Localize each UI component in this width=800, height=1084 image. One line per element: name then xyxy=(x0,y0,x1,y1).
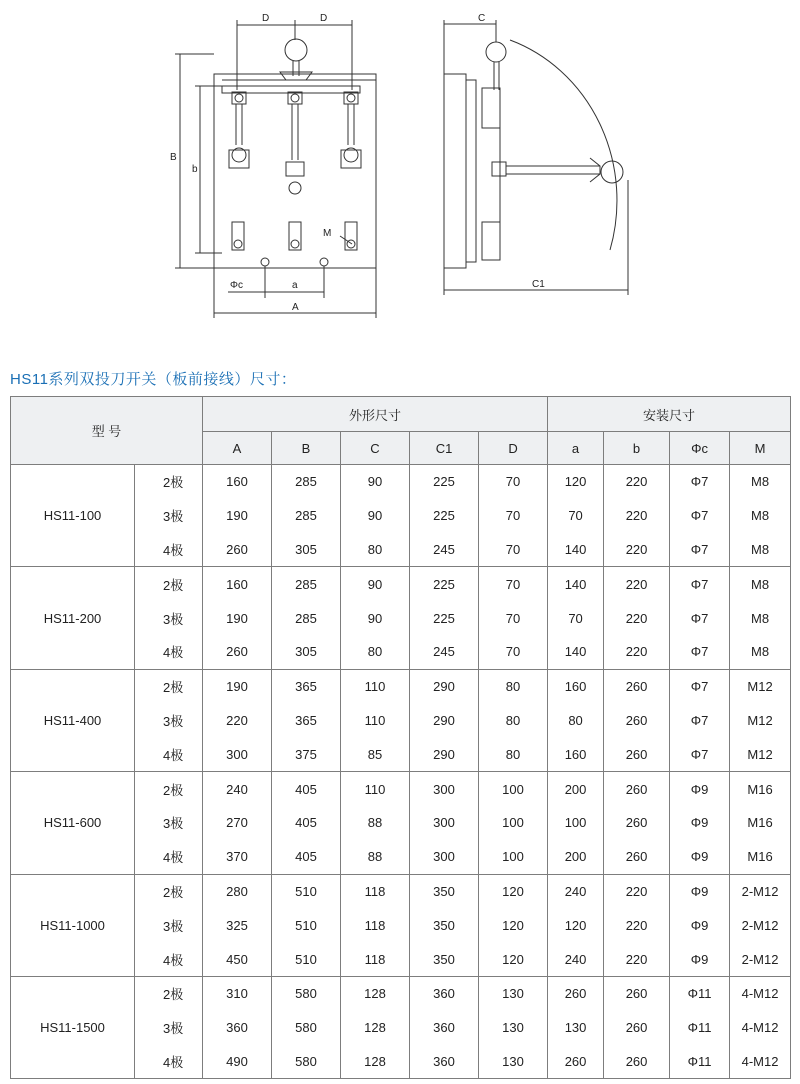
table-cell: 350 xyxy=(410,908,479,942)
table-cell: 160 xyxy=(203,465,272,499)
table-cell: 300 xyxy=(203,737,272,771)
table-cell: 360 xyxy=(410,1011,479,1045)
pole-count: 2极 xyxy=(135,772,203,806)
table-cell: 225 xyxy=(410,465,479,499)
dimension-table xyxy=(10,396,791,1079)
table-cell: 2-M12 xyxy=(730,874,791,908)
table-cell: Φ7 xyxy=(670,533,730,567)
table-cell: 290 xyxy=(410,737,479,771)
table-cell: Φ11 xyxy=(670,976,730,1010)
table-cell: Φ7 xyxy=(670,737,730,771)
table-cell: 160 xyxy=(203,567,272,601)
table-cell: Φ7 xyxy=(670,704,730,738)
table-cell: 70 xyxy=(548,499,604,533)
table-cell: 220 xyxy=(604,465,670,499)
table-cell: 580 xyxy=(272,976,341,1010)
table-cell: 220 xyxy=(604,635,670,669)
table-cell: Φ7 xyxy=(670,669,730,703)
table-cell: 260 xyxy=(604,806,670,840)
table-cell: 240 xyxy=(548,942,604,976)
table-cell: 200 xyxy=(548,772,604,806)
col-header: a xyxy=(548,432,604,465)
base-plate-side xyxy=(444,74,466,268)
table-cell: 260 xyxy=(548,976,604,1010)
table-cell: 260 xyxy=(604,669,670,703)
table-cell: M12 xyxy=(730,669,791,703)
dim-label-C: C xyxy=(478,13,486,24)
dim-label-D1: D xyxy=(262,13,270,24)
table-cell: 285 xyxy=(272,499,341,533)
table-cell: 118 xyxy=(341,874,410,908)
table-cell: 580 xyxy=(272,1011,341,1045)
table-cell: 118 xyxy=(341,942,410,976)
table-cell: 130 xyxy=(548,1011,604,1045)
table-cell: 580 xyxy=(272,1045,341,1079)
model-name: HS11-1000 xyxy=(11,874,135,976)
pole-count: 2极 xyxy=(135,567,203,601)
table-cell: 360 xyxy=(410,1045,479,1079)
header-install-dimensions: 安装尺寸 xyxy=(548,397,791,432)
table-cell: 80 xyxy=(341,533,410,567)
col-header: A xyxy=(203,432,272,465)
table-cell: 85 xyxy=(341,737,410,771)
pole-count: 4极 xyxy=(135,1045,203,1079)
table-cell: 375 xyxy=(272,737,341,771)
table-cell: 260 xyxy=(604,976,670,1010)
table-cell: 285 xyxy=(272,567,341,601)
table-cell: 190 xyxy=(203,499,272,533)
table-cell: 70 xyxy=(479,635,548,669)
table-cell: 2-M12 xyxy=(730,942,791,976)
table-cell: M8 xyxy=(730,635,791,669)
table-row xyxy=(11,669,791,703)
table-cell: 405 xyxy=(272,806,341,840)
dim-label-B: B xyxy=(170,152,177,163)
table-cell: 190 xyxy=(203,601,272,635)
table-cell: 120 xyxy=(479,908,548,942)
pole-count: 4极 xyxy=(135,840,203,874)
table-cell: 120 xyxy=(479,874,548,908)
table-cell: 360 xyxy=(203,1011,272,1045)
table-cell: 220 xyxy=(604,499,670,533)
table-cell: 305 xyxy=(272,533,341,567)
col-header: C xyxy=(341,432,410,465)
dim-label-b: b xyxy=(192,164,198,175)
table-cell: Φ7 xyxy=(670,601,730,635)
table-cell: 220 xyxy=(604,908,670,942)
handle-ball xyxy=(285,39,307,61)
table-cell: 220 xyxy=(604,567,670,601)
table-cell: 128 xyxy=(341,1011,410,1045)
table-cell: 90 xyxy=(341,601,410,635)
table-cell: 70 xyxy=(548,601,604,635)
table-cell: 100 xyxy=(479,806,548,840)
table-cell: 260 xyxy=(203,635,272,669)
col-header: C1 xyxy=(410,432,479,465)
table-cell: 140 xyxy=(548,567,604,601)
pole-count: 4极 xyxy=(135,737,203,771)
pole-count: 2极 xyxy=(135,669,203,703)
table-cell: 88 xyxy=(341,806,410,840)
mounting-hole xyxy=(320,258,328,266)
table-row xyxy=(11,976,791,1010)
table-cell: 220 xyxy=(604,601,670,635)
table-cell: 120 xyxy=(479,942,548,976)
table-cell: 220 xyxy=(604,874,670,908)
table-cell: Φ11 xyxy=(670,1045,730,1079)
dim-label-phi-c: Φc xyxy=(230,280,243,291)
pole-count: 4极 xyxy=(135,942,203,976)
col-header: Φc xyxy=(670,432,730,465)
table-cell: 100 xyxy=(548,806,604,840)
pole-count: 3极 xyxy=(135,499,203,533)
table-cell: 70 xyxy=(479,499,548,533)
table-cell: 118 xyxy=(341,908,410,942)
table-cell: Φ7 xyxy=(670,465,730,499)
table-cell: M8 xyxy=(730,567,791,601)
pole-count: 2极 xyxy=(135,874,203,908)
table-row xyxy=(11,465,791,499)
table-cell: 88 xyxy=(341,840,410,874)
table-cell: 305 xyxy=(272,635,341,669)
header-model: 型 号 xyxy=(11,397,203,465)
model-name: HS11-600 xyxy=(11,772,135,874)
pole-3 xyxy=(341,92,361,250)
table-cell: 70 xyxy=(479,465,548,499)
table-cell: 290 xyxy=(410,669,479,703)
swing-arc xyxy=(510,40,617,250)
table-cell: 220 xyxy=(604,942,670,976)
table-cell: M8 xyxy=(730,499,791,533)
table-cell: 90 xyxy=(341,499,410,533)
table-cell: 245 xyxy=(410,533,479,567)
col-header: B xyxy=(272,432,341,465)
table-cell: Φ9 xyxy=(670,806,730,840)
table-cell: Φ9 xyxy=(670,908,730,942)
model-name: HS11-200 xyxy=(11,567,135,669)
table-cell: 90 xyxy=(341,567,410,601)
table-cell: 270 xyxy=(203,806,272,840)
header-outer-dimensions: 外形尺寸 xyxy=(203,397,548,432)
handle-ball-side-2 xyxy=(601,161,623,183)
table-cell: 90 xyxy=(341,465,410,499)
table-cell: 285 xyxy=(272,601,341,635)
table-row xyxy=(11,874,791,908)
table-cell: 260 xyxy=(203,533,272,567)
table-cell: 280 xyxy=(203,874,272,908)
table-cell: 370 xyxy=(203,840,272,874)
table-cell: 220 xyxy=(203,704,272,738)
table-cell: 130 xyxy=(479,976,548,1010)
table-cell: 225 xyxy=(410,601,479,635)
table-cell: Φ9 xyxy=(670,942,730,976)
table-cell: Φ7 xyxy=(670,635,730,669)
table-cell: 310 xyxy=(203,976,272,1010)
pole-count: 4极 xyxy=(135,533,203,567)
table-cell: 200 xyxy=(548,840,604,874)
table-cell: M16 xyxy=(730,806,791,840)
table-cell: 360 xyxy=(410,976,479,1010)
pole-count: 3极 xyxy=(135,601,203,635)
dim-label-A: A xyxy=(292,302,299,313)
table-cell: Φ7 xyxy=(670,567,730,601)
table-cell: 130 xyxy=(479,1045,548,1079)
pole-count: 2极 xyxy=(135,465,203,499)
table-cell: 190 xyxy=(203,669,272,703)
table-cell: 110 xyxy=(341,772,410,806)
dimension-drawing xyxy=(0,0,800,340)
table-cell: 260 xyxy=(604,840,670,874)
table-row xyxy=(11,772,791,806)
table-cell: 260 xyxy=(604,737,670,771)
dim-label-C1: C1 xyxy=(532,279,545,290)
table-cell: 128 xyxy=(341,976,410,1010)
handle-ball-side xyxy=(486,42,506,62)
table-cell: M8 xyxy=(730,533,791,567)
table-cell: 260 xyxy=(548,1045,604,1079)
model-name: HS11-1500 xyxy=(11,976,135,1078)
col-header: M xyxy=(730,432,791,465)
table-cell: 510 xyxy=(272,942,341,976)
table-cell: Φ9 xyxy=(670,772,730,806)
model-name: HS11-100 xyxy=(11,465,135,567)
table-cell: 140 xyxy=(548,533,604,567)
pole-count: 3极 xyxy=(135,704,203,738)
col-header: D xyxy=(479,432,548,465)
table-cell: 240 xyxy=(548,874,604,908)
table-cell: 4-M12 xyxy=(730,976,791,1010)
table-cell: M12 xyxy=(730,737,791,771)
table-cell: Φ7 xyxy=(670,499,730,533)
table-cell: 140 xyxy=(548,635,604,669)
table-cell: 70 xyxy=(479,601,548,635)
table-cell: M16 xyxy=(730,772,791,806)
table-cell: 4-M12 xyxy=(730,1045,791,1079)
table-cell: 220 xyxy=(604,533,670,567)
pole-1 xyxy=(229,92,249,250)
table-cell: 80 xyxy=(341,635,410,669)
table-cell: M16 xyxy=(730,840,791,874)
table-cell: 285 xyxy=(272,465,341,499)
table-cell: 365 xyxy=(272,669,341,703)
dim-label-M: M xyxy=(323,228,332,239)
table-cell: 365 xyxy=(272,704,341,738)
table-cell: 405 xyxy=(272,840,341,874)
table-cell: 510 xyxy=(272,874,341,908)
table-cell: 120 xyxy=(548,908,604,942)
pole-count: 3极 xyxy=(135,1011,203,1045)
table-cell: 490 xyxy=(203,1045,272,1079)
table-cell: Φ9 xyxy=(670,840,730,874)
pole-count: 4极 xyxy=(135,635,203,669)
table-cell: 260 xyxy=(604,1045,670,1079)
table-cell: 4-M12 xyxy=(730,1011,791,1045)
table-cell: 80 xyxy=(479,737,548,771)
table-cell: 110 xyxy=(341,669,410,703)
table-cell: 70 xyxy=(479,567,548,601)
pole-count: 3极 xyxy=(135,908,203,942)
table-cell: 300 xyxy=(410,772,479,806)
table-cell: Φ11 xyxy=(670,1011,730,1045)
table-cell: M12 xyxy=(730,704,791,738)
table-cell: 80 xyxy=(548,704,604,738)
table-cell: 2-M12 xyxy=(730,908,791,942)
table-cell: 120 xyxy=(548,465,604,499)
table-cell: 260 xyxy=(604,704,670,738)
table-cell: 300 xyxy=(410,840,479,874)
table-cell: Φ9 xyxy=(670,874,730,908)
table-cell: 260 xyxy=(604,772,670,806)
table-cell: 130 xyxy=(479,1011,548,1045)
table-cell: 325 xyxy=(203,908,272,942)
table-cell: 128 xyxy=(341,1045,410,1079)
table-cell: 80 xyxy=(479,704,548,738)
table-cell: 350 xyxy=(410,942,479,976)
table-cell: 225 xyxy=(410,499,479,533)
table-cell: 300 xyxy=(410,806,479,840)
table-row xyxy=(11,567,791,601)
dim-label-D2: D xyxy=(320,13,328,24)
table-cell: 110 xyxy=(341,704,410,738)
mounting-hole xyxy=(261,258,269,266)
table-cell: 100 xyxy=(479,840,548,874)
table-cell: 100 xyxy=(479,772,548,806)
table-cell: M8 xyxy=(730,465,791,499)
col-header: b xyxy=(604,432,670,465)
pole-count: 3极 xyxy=(135,806,203,840)
table-cell: 290 xyxy=(410,704,479,738)
table-cell: 350 xyxy=(410,874,479,908)
base-plate-front xyxy=(214,74,376,268)
pole-count: 2极 xyxy=(135,976,203,1010)
table-cell: 260 xyxy=(604,1011,670,1045)
table-cell: 160 xyxy=(548,669,604,703)
table-cell: 70 xyxy=(479,533,548,567)
table-cell: 240 xyxy=(203,772,272,806)
section-title: HS11系列双投刀开关（板前接线）尺寸： xyxy=(10,371,297,388)
table-cell: M8 xyxy=(730,601,791,635)
table-cell: 160 xyxy=(548,737,604,771)
dim-label-a: a xyxy=(292,280,298,291)
table-cell: 80 xyxy=(479,669,548,703)
table-cell: 245 xyxy=(410,635,479,669)
table-cell: 510 xyxy=(272,908,341,942)
table-cell: 405 xyxy=(272,772,341,806)
pole-2 xyxy=(286,92,304,250)
table-cell: 450 xyxy=(203,942,272,976)
model-name: HS11-400 xyxy=(11,669,135,771)
table-cell: 225 xyxy=(410,567,479,601)
